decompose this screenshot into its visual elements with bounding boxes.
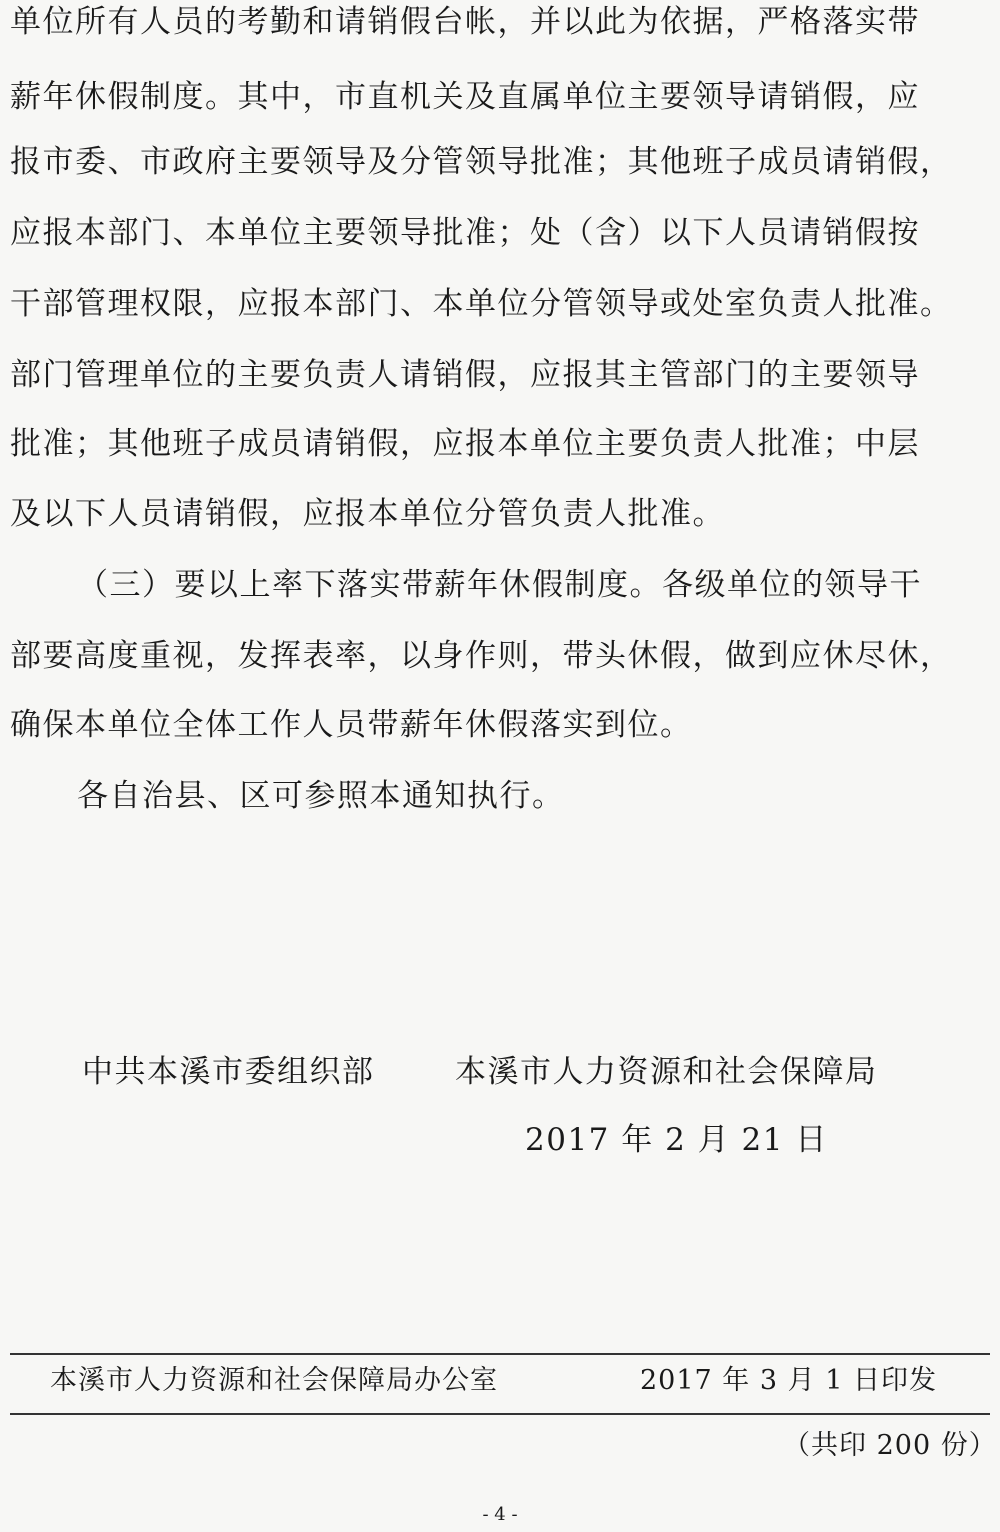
body-line: 应报本部门、本单位主要领导批准；处（含）以下人员请销假按 xyxy=(10,215,920,251)
footer-bottom-rule xyxy=(10,1413,990,1415)
body-line: 确保本单位全体工作人员带薪年休假落实到位。 xyxy=(10,707,693,743)
body-line: 各自治县、区可参照本通知执行。 xyxy=(77,778,565,814)
body-line: 干部管理权限，应报本部门、本单位分管领导或处室负责人批准。 xyxy=(10,286,953,322)
footer-copies: （共印 200 份） xyxy=(783,1430,997,1461)
body-line: （三）要以上率下落实带薪年休假制度。各级单位的领导干 xyxy=(77,567,922,603)
body-line: 批准；其他班子成员请销假，应报本单位主要负责人批准；中层 xyxy=(10,426,920,462)
signature-date: 2017 年 2 月 21 日 xyxy=(525,1122,828,1158)
body-line: 单位所有人员的考勤和请销假台帐，并以此为依据，严格落实带 xyxy=(10,4,920,40)
footer-top-rule xyxy=(10,1353,990,1355)
body-line: 部要高度重视，发挥表率，以身作则，带头休假，做到应休尽休， xyxy=(10,638,953,674)
signature-org-2: 本溪市人力资源和社会保障局 xyxy=(455,1054,878,1090)
body-line: 报市委、市政府主要领导及分管领导批准；其他班子成员请销假， xyxy=(10,144,953,180)
page-number: - 4 - xyxy=(482,1504,518,1525)
body-line: 薪年休假制度。其中，市直机关及直属单位主要领导请销假，应 xyxy=(10,79,920,115)
footer-issuer: 本溪市人力资源和社会保障局办公室 xyxy=(50,1365,498,1396)
body-line: 部门管理单位的主要负责人请销假，应报其主管部门的主要领导 xyxy=(10,357,920,393)
footer-issue-date: 2017 年 3 月 1 日印发 xyxy=(640,1365,937,1396)
body-line: 及以下人员请销假，应报本单位分管负责人批准。 xyxy=(10,496,725,532)
signature-org-1: 中共本溪市委组织部 xyxy=(82,1054,375,1090)
